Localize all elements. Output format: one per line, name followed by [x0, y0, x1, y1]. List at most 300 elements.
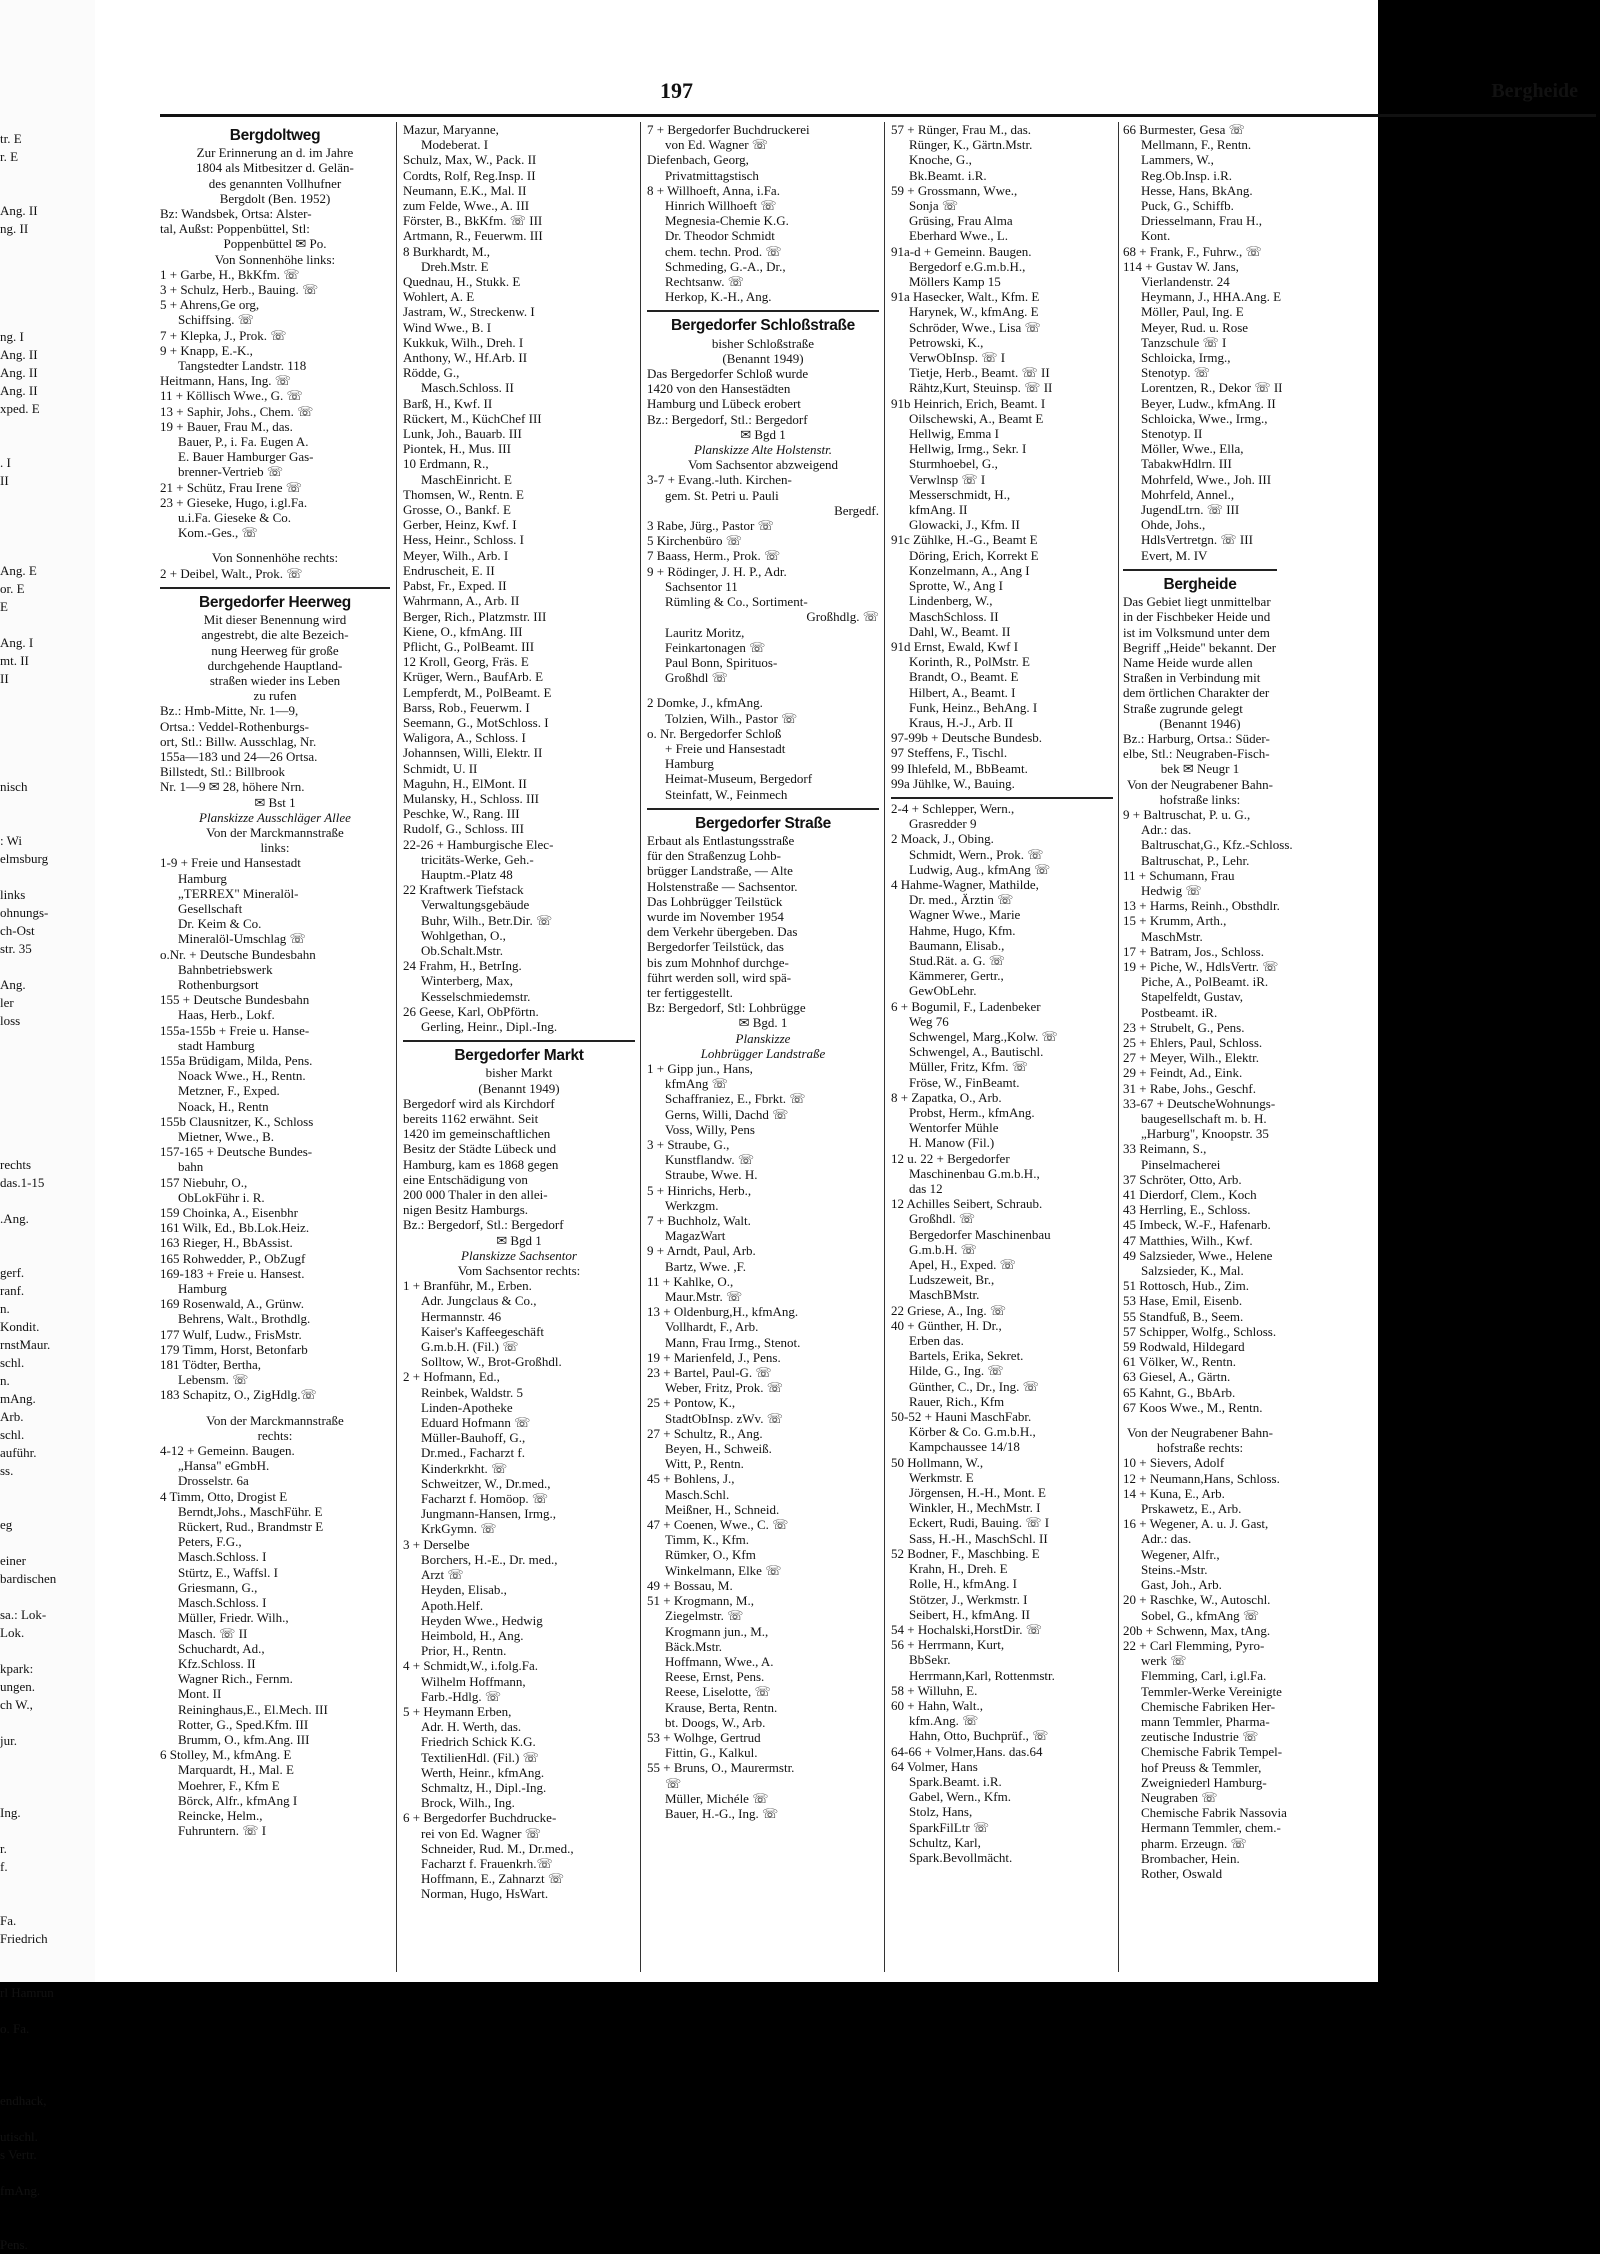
address-entry: 16 + Wegener, A. u. J. Gast, [1123, 1516, 1269, 1532]
resident-entry: VerwObInsp. ☏ I [909, 350, 1006, 366]
resident-entry: Solltow, W., Brot-Großhdl. [421, 1354, 562, 1370]
address-entry: 7 + Bergedorfer Buchdruckerei [647, 122, 810, 137]
previous-page-fragment: str. 35 [0, 941, 32, 956]
resident-entry: Salzsieder, K., Mal. [1141, 1263, 1244, 1279]
address-entry: Mulansky, H., Schloss. III [403, 790, 540, 806]
resident-entry: Borchers, H.-E., Dr. med., [421, 1551, 558, 1567]
resident-entry: Masch. ☏ II [178, 1625, 248, 1641]
address-entry: 47 + Coenen, Wwe., C. ☏ [647, 1517, 789, 1533]
resident-entry: Noack Wwe., H., Rentn. [178, 1068, 306, 1084]
resident-entry: Müller, Michéle ☏ [665, 1790, 769, 1806]
address-entry: 24 Frahm, H., BetrIng. [403, 958, 522, 974]
previous-page-fragment [0, 238, 100, 256]
section-divider [1123, 569, 1277, 571]
resident-entry: Moehrer, F., Kfm E [178, 1777, 280, 1793]
resident-entry: Masch.Schloss. II [421, 380, 514, 396]
resident-entry: Kfz.Schloss. II [178, 1655, 256, 1671]
address-entry: Straßen in Verbindung mit [1123, 670, 1261, 686]
address-entry: 43 Herrling, E., Schloss. [1123, 1202, 1251, 1218]
address-entry: 157 Niebuhr, O., [160, 1174, 248, 1190]
resident-entry: Dr. med., Ärztin ☏ [909, 892, 1014, 908]
resident-entry: Adr. Jungclaus & Co., [421, 1293, 537, 1309]
resident-entry: Müller-Bauhoff, G., [421, 1430, 526, 1446]
previous-page-fragment: auführ. [0, 1445, 37, 1460]
address-entry: Bz.: Harburg, Ortsa.: Süder- [1123, 730, 1270, 746]
address-entry: Billstedt, Stl.: Billbrook [160, 764, 285, 780]
resident-entry: TabakwHdlrn. III [1141, 456, 1232, 472]
resident-entry: zeutische Industrie ☏ [1141, 1729, 1259, 1745]
resident-entry: Hilde, G., Ing. ☏ [909, 1363, 1004, 1379]
address-entry: 11 + Kahlke, O., [647, 1273, 734, 1289]
resident-entry: Kampchaussee 14/18 [909, 1439, 1020, 1455]
resident-entry: Hellwig, Irmg., Sekr. I [909, 441, 1027, 457]
resident-entry: stadt Hamburg [178, 1037, 255, 1053]
street-note: rechts: [257, 1427, 293, 1443]
address-entry: 4 + Schmidt,W., i.folg.Fa. [403, 1658, 539, 1674]
address-entry: 40 + Günther, H. Dr., [891, 1317, 1002, 1333]
address-entry: führt werden soll, wird spä- [647, 969, 792, 985]
resident-entry: Schiffsing. ☏ [178, 312, 254, 328]
resident-entry: Wagner Wwe., Marie [909, 907, 1021, 923]
resident-entry: Wilhelm Hoffmann, [421, 1673, 526, 1689]
address-entry: 200 000 Thaler in den allei- [403, 1187, 548, 1203]
resident-entry: Tietje, Herb., Beamt. ☏ II [909, 365, 1050, 381]
resident-entry: werk ☏ [1141, 1653, 1187, 1669]
street-note: Poppenbüttel ✉ Po. [223, 236, 327, 252]
resident-entry: Lammers, W., [1141, 152, 1214, 168]
resident-entry: Drosselstr. 6a [178, 1473, 249, 1489]
address-entry: ort, Stl.: Billw. Ausschlag, Nr. [160, 733, 317, 749]
address-entry: 31 + Rabe, Johs., Geschf. [1123, 1080, 1256, 1096]
previous-page-fragment [0, 1588, 100, 1606]
resident-entry: Bahnbetriebswerk [178, 961, 273, 977]
resident-entry: Rähtz,Kurt, Steuinsp. ☏ II [909, 380, 1053, 396]
resident-entry: Feinkartonagen ☏ [665, 639, 766, 655]
resident-entry: Gast, Joh., Arb. [1141, 1577, 1222, 1593]
resident-entry: Bergedorfer Maschinenbau [909, 1226, 1051, 1242]
resident-entry: Masch.Schloss. I [178, 1595, 267, 1611]
resident-entry: Kraus, H.-J., Arb. II [909, 714, 1013, 730]
resident-entry: StadtObInsp. zWv. ☏ [665, 1410, 783, 1426]
resident-entry: Döring, Erich, Korrekt E [909, 547, 1039, 563]
resident-entry: Kunstflandw. ☏ [665, 1152, 755, 1168]
previous-page-fragment: Ang. E [0, 563, 37, 578]
resident-entry: Beyer, Ludw., kfmAng. II [1141, 395, 1276, 411]
previous-page-fragment: Ang. I [0, 635, 34, 650]
resident-entry: Glowacki, J., Kfm. II [909, 517, 1020, 533]
address-entry: Barß, H., Kwf. II [403, 395, 493, 411]
previous-page-fragment [0, 292, 100, 310]
address-entry: Schmidt, U. II [403, 760, 478, 776]
address-entry: 7 + Buchholz, Walt. [647, 1213, 751, 1229]
address-entry: Bz: Wandsbek, Ortsa: Alster- [160, 206, 312, 222]
previous-page-fragment [0, 2002, 100, 2020]
address-entry: 1420 im gemeinschaftlichen [403, 1126, 551, 1142]
resident-entry: Hesse, Hans, BkAng. [1141, 182, 1253, 198]
address-entry: 11 + Köllisch Wwe., G. ☏ [160, 388, 303, 404]
resident-entry: mann Temmler, Pharma- [1141, 1713, 1270, 1729]
address-entry: 59 Rodwald, Hildegard [1123, 1339, 1245, 1355]
previous-page-fragment: .Ang. [0, 1211, 29, 1226]
resident-entry: Tanzschule ☏ I [1141, 334, 1227, 350]
address-entry: Bergedorfer Teilstück, das [647, 939, 784, 955]
resident-entry: Harynek, W., kfmAng. E [909, 304, 1039, 320]
address-entry: zum Felde, Wwe., A. III [403, 198, 530, 214]
resident-entry: Hauptm.-Platz 48 [421, 866, 513, 882]
address-entry: 91a-d + Gemeinn. Baugen. [891, 243, 1032, 259]
previous-page-fragment [0, 760, 100, 778]
resident-entry: Werth, Heinr., kfmAng. [421, 1764, 545, 1780]
address-entry: 55 Standfuß, B., Seem. [1123, 1308, 1244, 1324]
resident-entry: Winkelmann, Elke ☏ [665, 1562, 782, 1578]
resident-entry: Ludwig, Aug., kfmAng ☏ [909, 861, 1051, 877]
address-entry: Bz: Bergedorf, Stl: Lohbrügge [647, 1000, 806, 1016]
address-entry: Rödde, G., [403, 365, 460, 381]
previous-page-fragment: einer [0, 1553, 26, 1568]
address-entry: Pflicht, G., PolBeamt. III [403, 638, 535, 654]
address-entry: 5 + Heymann Erben, [403, 1703, 512, 1719]
previous-page-fragment [0, 490, 100, 508]
address-entry: 8 + Willhoeft, Anna, i.Fa. [647, 182, 780, 198]
address-entry: ist im Volksmund unter dem [1123, 624, 1270, 640]
street-note: Mit dieser Benennung wird [203, 612, 347, 628]
resident-entry: Messerschmidt, H., [909, 486, 1011, 502]
resident-entry: Dreh.Mstr. E [421, 258, 489, 274]
previous-page-fragment [0, 2218, 100, 2236]
resident-entry: Schultz, Karl, [909, 1834, 981, 1850]
address-entry: Das Gebiet liegt unmittelbar [1123, 594, 1271, 610]
resident-entry: MaschMstr. [1141, 928, 1203, 944]
previous-page-fragment [0, 814, 100, 832]
previous-page-fragment [0, 436, 100, 454]
resident-entry: Brombacher, Hein. [1141, 1850, 1240, 1866]
address-entry: 59 + Grossmann, Wwe., [891, 182, 1018, 198]
resident-entry: Schloicka, Wwe., Irmg., [1141, 410, 1268, 426]
resident-entry: Herrmann,Karl, Rottenmstr. [909, 1667, 1055, 1683]
resident-entry: Farb.-Hdlg. ☏ [421, 1688, 502, 1704]
previous-page-fragment: bardischen [0, 1571, 57, 1586]
address-entry: 2-4 + Schlepper, Wern., [891, 800, 1015, 816]
street-note: 1804 als Mitbesitzer d. Gelän- [196, 160, 354, 176]
resident-entry: Neugraben ☏ [1141, 1789, 1218, 1805]
address-entry: 159 Choinka, A., Eisenbhr [160, 1205, 298, 1221]
address-entry: 9 + Knapp, E.-K., [160, 342, 253, 358]
address-entry: 23 + Strubelt, G., Pens. [1123, 1019, 1245, 1035]
spacer [1123, 1415, 1277, 1425]
address-entry: 91a Hasecker, Walt., Kfm. E [891, 289, 1040, 305]
resident-entry: Apel, H., Exped. ☏ [909, 1257, 1016, 1273]
previous-page-fragment: links [0, 887, 26, 902]
address-entry: 12 Achilles Seibert, Schraub. [891, 1196, 1043, 1212]
address-entry: 49 Salzsieder, Wwe., Helene [1123, 1247, 1273, 1263]
address-entry: Johannsen, Willi, Elektr. II [403, 745, 543, 761]
street-note: ✉ Bst 1 [254, 794, 296, 810]
resident-entry: Schneider, Rud. M., Dr.med., [421, 1840, 574, 1856]
resident-entry: G.m.b.H. ☏ [909, 1241, 977, 1257]
previous-page-fragment [0, 1822, 100, 1840]
resident-entry: Chemische Fabrik Tempel- [1141, 1744, 1283, 1760]
street-note: (Benannt 1949) [478, 1080, 560, 1096]
address-entry: Mazur, Maryanne, [403, 122, 499, 137]
resident-entry: Werkzgm. [665, 1197, 719, 1213]
previous-page-fragment: Kondit. [0, 1319, 40, 1334]
resident-entry: Schröder, Wwe., Lisa ☏ [909, 319, 1041, 335]
resident-entry: Baltruschat,G., Kfz.-Schloss. [1141, 837, 1293, 853]
resident-entry: das 12 [909, 1181, 943, 1197]
resident-entry: Sass, H.-H., MaschSchl. II [909, 1530, 1048, 1546]
resident-entry: Rückert, Rud., Brandmstr E [178, 1519, 324, 1535]
previous-page-fragment [0, 310, 100, 328]
spacer [160, 540, 390, 550]
resident-entry: Dahl, W., Beamt. II [909, 623, 1011, 639]
resident-entry: bahn [178, 1159, 204, 1175]
resident-entry: Brumm, O., kfm.Ang. III [178, 1731, 310, 1747]
column-1 [160, 122, 396, 1972]
address-entry: Meyer, Wilh., Arb. I [403, 547, 509, 563]
address-entry: 41 Dierdorf, Clem., Koch [1123, 1187, 1257, 1203]
address-entry: 55 + Bruns, O., Maurermstr. [647, 1760, 795, 1776]
street-note: (Benannt 1949) [722, 350, 804, 366]
resident-entry: Oilschewski, A., Beamt E [909, 410, 1044, 426]
address-entry: 3 + Straube, G., [647, 1137, 730, 1152]
resident-entry: Heymann, J., HHA.Ang. E [1141, 289, 1282, 305]
spacer [160, 1403, 390, 1413]
address-entry: 1420 von den Hansestädten [647, 381, 791, 397]
address-entry: 22 + Carl Flemming, Pyro- [1123, 1637, 1265, 1653]
address-entry: 169 Rosenwald, A., Grünw. [160, 1296, 304, 1312]
resident-entry: Schmeding, G.-A., Dr., [665, 258, 786, 274]
address-entry: 6 Stolley, M., kfmAng. E [160, 1747, 292, 1763]
address-entry: Maguhn, H., ElMont. II [403, 775, 527, 791]
previous-page-fragment: ungen. [0, 1679, 36, 1694]
street-note: hofstraße rechts: [1156, 1440, 1244, 1456]
resident-entry: Berndt,Johs., MaschFühr. E [178, 1503, 323, 1519]
previous-page-fragment: Ing. [0, 1805, 21, 1820]
resident-entry: pharm. Erzeugn. ☏ [1141, 1835, 1247, 1851]
previous-page-fragment [0, 958, 100, 976]
address-entry: ter fertiggestellt. [647, 984, 733, 1000]
resident-entry: Reg.Ob.Insp. i.R. [1141, 167, 1232, 183]
address-entry: Rudolf, G., Schloss. III [403, 821, 524, 837]
address-entry: Kukkuk, Wilh., Dreh. I [403, 334, 524, 350]
resident-entry: Heyden, Elisab., [421, 1582, 507, 1598]
address-entry: 67 Koos Wwe., M., Rentn. [1123, 1399, 1263, 1415]
resident-entry: Dr. Keim & Co. [178, 916, 262, 932]
address-entry: 68 + Frank, F., Fuhrw., ☏ [1123, 243, 1262, 259]
address-entry: 14 + Kuna, E., Arb. [1123, 1485, 1225, 1501]
address-entry: Lempferdt, M., PolBeamt. E [403, 684, 552, 700]
address-entry: Bergedorf wird als Kirchdorf [403, 1095, 555, 1111]
previous-page-fragment [0, 1894, 100, 1912]
resident-entry: Rolle, H., kfmAng. I [909, 1576, 1017, 1592]
resident-entry: Stapelfeldt, Gustav, [1141, 989, 1244, 1005]
resident-entry: Schaffraniez, E., Fbrkt. ☏ [665, 1091, 806, 1107]
address-entry: 50 Hollmann, W., [891, 1454, 984, 1470]
previous-page-fragment [0, 1750, 100, 1768]
resident-entry: brenner-Vertrieb ☏ [178, 464, 284, 480]
resident-entry: Heimat-Museum, Bergedorf [665, 771, 813, 787]
resident-entry: Hahme, Hugo, Kfm. [909, 922, 1016, 938]
resident-entry: Rotter, G., Sped.Kfm. III [178, 1716, 309, 1732]
previous-page-fragment [0, 1138, 100, 1156]
address-entry: 22 Griese, A., Ing. ☏ [891, 1302, 1007, 1318]
previous-page-fragment [0, 184, 100, 202]
address-entry: 20b + Schwenn, Max, tAng. [1123, 1622, 1271, 1638]
address-entry: 21 + Schütz, Frau Irene ☏ [160, 479, 302, 495]
resident-entry: Verwaltungsgebäude [421, 897, 530, 913]
address-entry: Ortsa.: Veddel-Rothenburgs- [160, 718, 309, 734]
previous-page-fragment [0, 1030, 100, 1048]
section-divider [647, 808, 879, 810]
address-entry: 165 Rohwedder, P., ObZugf [160, 1250, 306, 1266]
previous-page-fragment [0, 1948, 100, 1966]
resident-entry: Gerns, Willi, Dachd ☏ [665, 1106, 789, 1122]
address-entry: 5 Kirchenbüro ☏ [647, 533, 742, 549]
resident-entry: Herkop, K.-H., Ang. [665, 289, 772, 305]
resident-entry: Ob.Schalt.Mstr. [421, 942, 503, 958]
previous-page-fragment: schl. [0, 1355, 25, 1370]
resident-entry: Bäck.Mstr. [665, 1638, 723, 1654]
resident-entry: Heimbold, H., Ang. [421, 1627, 524, 1643]
address-entry: 19 + Bauer, Frau M., das. [160, 418, 293, 434]
address-entry: 8 + Zapatka, O., Arb. [891, 1089, 1002, 1105]
address-entry: 64 Volmer, Hans [891, 1758, 978, 1774]
resident-entry: Erben das. [909, 1333, 964, 1349]
column-4 [884, 122, 1119, 1972]
previous-page-fragment: jur. [0, 1733, 17, 1748]
resident-entry: Stud.Rät. a. G. ☏ [909, 952, 1006, 968]
address-entry: 27 + Meyer, Wilh., Elektr. [1123, 1050, 1260, 1066]
street-note: straßen wieder ins Leben [209, 672, 341, 688]
previous-page-fragment: mAng. [0, 1391, 36, 1406]
resident-entry: Bartels, Erika, Sekret. [909, 1348, 1024, 1364]
resident-entry: Steinfatt, W., Feinmech [665, 786, 788, 802]
resident-entry: Megnesia-Chemie K.G. [665, 213, 789, 229]
directory-columns [160, 122, 1293, 1972]
address-entry: 58 + Willuhn, E. [891, 1682, 978, 1698]
previous-page-fragment: rl Hamrun [0, 1985, 54, 2000]
street-note: Von Sonnenhöhe links: [214, 251, 336, 267]
address-entry: 23 + Gieseke, Hugo, i.gl.Fa. [160, 494, 308, 510]
previous-page-fragment: II [0, 473, 9, 488]
resident-entry: Schwengel, A., Bautischl. [909, 1044, 1044, 1060]
address-entry: 27 + Schultz, R., Ang. [647, 1425, 763, 1441]
resident-entry: Rünger, K., Gärtn.Mstr. [909, 137, 1033, 153]
address-entry: 25 + Pontow, K., [647, 1395, 736, 1411]
address-entry: 169-183 + Freie u. Hansest. [160, 1265, 305, 1281]
resident-entry: „Hansa" eGmbH. [178, 1458, 270, 1474]
address-entry: 60 + Hahn, Walt., [891, 1697, 983, 1713]
resident-entry: Marquardt, H., Mal. E [178, 1762, 294, 1778]
resident-entry: Großhdl. ☏ [909, 1211, 976, 1227]
address-entry: 37 Schröter, Otto, Arb. [1123, 1171, 1242, 1187]
address-entry: 12 u. 22 + Bergedorfer [891, 1150, 1010, 1166]
resident-entry: Krahn, H., Dreh. E [909, 1561, 1008, 1577]
previous-page-fragment [0, 256, 100, 274]
resident-entry: Chemische Fabrik Nassovia [1141, 1805, 1287, 1821]
resident-entry: Korinth, R., PolMstr. E [909, 654, 1030, 670]
previous-page-fragment [0, 2074, 100, 2092]
resident-entry: Tolzien, Wilh., Pastor ☏ [665, 710, 798, 726]
resident-entry: Reincke, Helm., [178, 1807, 263, 1823]
address-entry: 6 + Bogumil, F., Ladenbeker [891, 998, 1041, 1014]
street-note: links: [260, 840, 290, 856]
address-entry: 155a—183 und 24—26 Ortsa. [160, 748, 318, 764]
address-entry: 17 + Batram, Jos., Schloss. [1123, 943, 1264, 959]
resident-entry: Möllers Kamp 15 [909, 274, 1001, 290]
address-entry: Heitmann, Hans, Ing. ☏ [160, 373, 292, 389]
resident-entry: Prior, H., Rentn. [421, 1643, 507, 1659]
resident-entry: Reininghaus,E., El.Mech. III [178, 1701, 328, 1717]
previous-page-fragment [0, 1498, 100, 1516]
resident-entry: Winkler, H., MechMstr. I [909, 1500, 1041, 1516]
previous-page-fragment: Ang. II [0, 203, 38, 218]
resident-entry: Baumann, Elisab., [909, 937, 1005, 953]
previous-page-fragment: r. E [0, 149, 19, 164]
resident-entry: Sprotte, W., Ang I [909, 578, 1003, 594]
address-entry: 2 + Hofmann, Ed., [403, 1369, 500, 1385]
resident-entry: Petrowski, K., [909, 334, 984, 350]
resident-entry: Kaiser's Kaffeegeschäft [421, 1323, 545, 1339]
resident-entry: Großhdl ☏ [665, 670, 728, 686]
resident-entry: Eberhard Wwe., L. [909, 228, 1009, 244]
street-heading: Bergedorfer Straße [695, 814, 831, 832]
street-note: Zur Erinnerung an d. im Jahre [196, 145, 354, 161]
previous-page-fragment: Fa. [0, 1913, 17, 1928]
resident-entry: Zweigniederl Hamburg- [1141, 1774, 1267, 1790]
resident-entry: Werkmstr. E [909, 1469, 974, 1485]
resident-entry: E. Bauer Hamburger Gas- [178, 449, 314, 465]
address-entry: 5 + Hinrichs, Herb., [647, 1182, 752, 1198]
address-entry: 20 + Raschke, W., Autoschl. [1123, 1592, 1271, 1608]
address-entry: 3 Rabe, Jürg., Pastor ☏ [647, 518, 774, 534]
resident-entry: Reinbek, Waldstr. 5 [421, 1384, 523, 1400]
resident-entry: Ohde, Johs., [1141, 517, 1206, 533]
previous-page-fragment [0, 616, 100, 634]
street-note: bek ✉ Neugr 1 [1160, 761, 1240, 777]
address-entry: Hess, Heinr., Schloss. I [403, 532, 524, 548]
previous-page-fragment [0, 2110, 100, 2128]
resident-entry: „Harburg", Knoopstr. 35 [1141, 1126, 1269, 1142]
address-entry: 155 + Deutsche Bundesbahn [160, 992, 310, 1008]
address-entry: 99 Ihlefeld, M., BbBeamt. [891, 760, 1028, 776]
resident-entry: Möller, Wwe., Ella, [1141, 441, 1244, 457]
address-entry: Holstenstraße — Sachsentor. [647, 878, 798, 894]
address-entry: brügger Landstraße, — Alte [647, 863, 793, 879]
resident-entry: HdlsVertretgn. ☏ III [1141, 532, 1253, 548]
previous-page-fragment: : Wi [0, 833, 22, 848]
resident-entry: Piche, A., PolBeamt. iR. [1141, 974, 1269, 990]
resident-entry: bt. Doogs, W., Arb. [665, 1714, 766, 1730]
resident-entry: Müller, Friedr. Wilh., [178, 1610, 289, 1626]
address-entry: Erbaut als Entlastungsstraße [647, 832, 795, 848]
address-entry: 26 Geese, Karl, ObPförtn. [403, 1003, 539, 1019]
resident-entry: Weber, Fritz, Prok. ☏ [665, 1380, 783, 1396]
address-entry: 99a Jühlke, W., Bauing. [891, 775, 1015, 791]
address-entry: 91c Zühlke, H.-G., Beamt E [891, 532, 1038, 548]
resident-entry: Beyen, H., Schweiß. [665, 1441, 772, 1457]
address-entry: 10 Erdmann, R., [403, 456, 489, 472]
previous-page-fragment: or. E [0, 581, 25, 596]
resident-entry: Gerling, Heinr., Dipl.-Ing. [421, 1018, 558, 1034]
resident-entry: Stürtz, E., Waffsl. I [178, 1564, 278, 1580]
resident-entry: Arzt ☏ [421, 1567, 464, 1583]
resident-entry: Krogmann jun., M., [665, 1623, 769, 1639]
street-heading: Bergheide [1163, 575, 1237, 593]
address-entry: bis zum Mohnhof durchge- [647, 954, 789, 970]
resident-entry: Facharzt f. Homöop. ☏ [421, 1491, 549, 1507]
resident-entry: Chemische Fabriken Her- [1141, 1698, 1276, 1714]
